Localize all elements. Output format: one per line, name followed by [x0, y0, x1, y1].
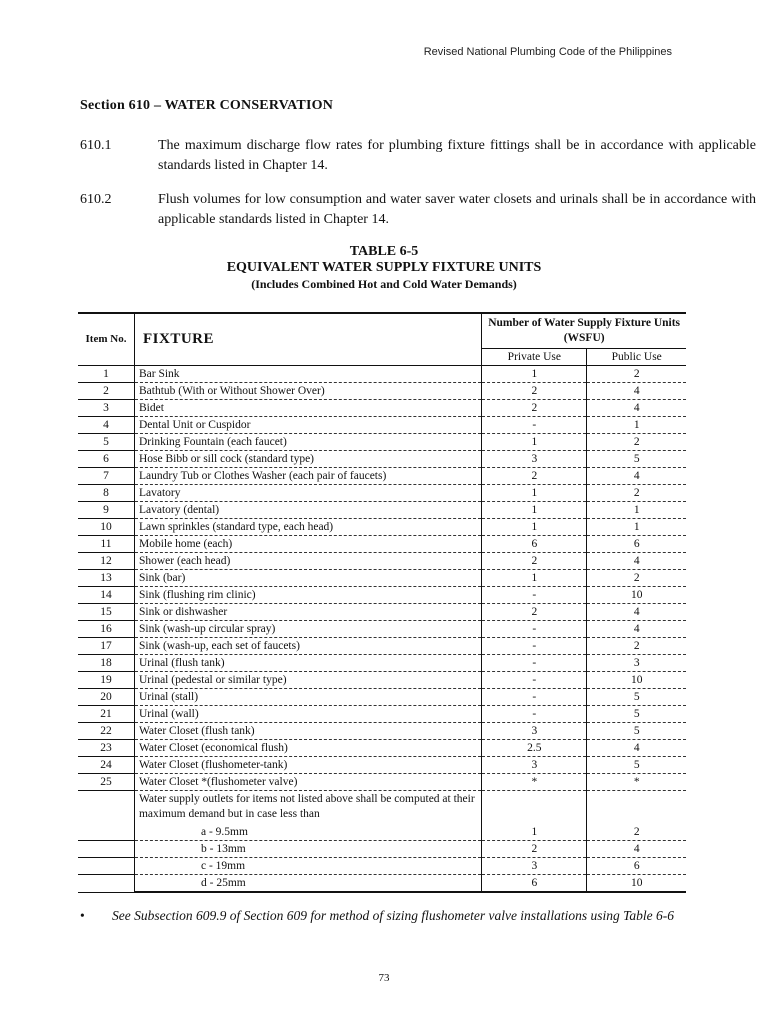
- item-number: 23: [78, 740, 134, 757]
- pipe-size: a - 9.5mm: [134, 824, 481, 841]
- item-number: 16: [78, 621, 134, 638]
- item-number-empty: [78, 841, 134, 858]
- private-use-value: 6: [482, 536, 587, 553]
- table-row: [78, 519, 686, 536]
- table-row: [78, 400, 686, 417]
- private-use-value: 1: [482, 570, 587, 587]
- table-row: [78, 638, 686, 655]
- item-number: 20: [78, 689, 134, 706]
- private-use-empty: [482, 791, 587, 825]
- private-use-value: 2.5: [482, 740, 587, 757]
- private-use-value: -: [482, 587, 587, 604]
- clause-number: 610.2: [80, 192, 112, 207]
- table-row: [78, 587, 686, 604]
- size-row: [78, 875, 686, 893]
- item-number: 21: [78, 706, 134, 723]
- table-heading: [0, 244, 768, 292]
- fixture-name: Shower (each head): [134, 553, 481, 570]
- public-use-value: 2: [587, 434, 686, 451]
- private-use-value: 1: [482, 502, 587, 519]
- public-use-value: 5: [587, 723, 686, 740]
- table-row: [78, 740, 686, 757]
- private-use-value: 1: [482, 434, 587, 451]
- fixture-name: Urinal (stall): [134, 689, 481, 706]
- fixture-name: Water Closet (flush tank): [134, 723, 481, 740]
- public-use-value: 10: [587, 672, 686, 689]
- header-public-use: Public Use: [587, 349, 686, 366]
- private-use-value: 6: [482, 875, 587, 893]
- public-use-value: 5: [587, 689, 686, 706]
- private-use-value: -: [482, 655, 587, 672]
- private-use-value: 3: [482, 757, 587, 774]
- private-use-value: -: [482, 706, 587, 723]
- table-row: [78, 757, 686, 774]
- table-row: [78, 723, 686, 740]
- fixture-name: Sink or dishwasher: [134, 604, 481, 621]
- size-row: [78, 824, 686, 841]
- fixture-name: Bar Sink: [134, 366, 481, 383]
- private-use-value: 2: [482, 468, 587, 485]
- pipe-size: c - 19mm: [134, 858, 481, 875]
- private-use-value: 1: [482, 485, 587, 502]
- private-use-value: 2: [482, 400, 587, 417]
- header-fixture: FIXTURE: [134, 313, 481, 366]
- fixture-name: Water Closet (flushometer-tank): [134, 757, 481, 774]
- table-row: [78, 689, 686, 706]
- table-row: [78, 366, 686, 383]
- item-number: 7: [78, 468, 134, 485]
- size-row: [78, 841, 686, 858]
- public-use-value: 4: [587, 841, 686, 858]
- item-number: 9: [78, 502, 134, 519]
- clause-text: Flush volumes for low consumption and water saver water closets and urinals shall be in accordance with applicable standards listed in Chapter 14.: [158, 192, 756, 227]
- item-number: 4: [78, 417, 134, 434]
- public-use-value: 2: [587, 638, 686, 655]
- table-note: (Includes Combined Hot and Cold Water Demands): [251, 277, 517, 291]
- item-number: 18: [78, 655, 134, 672]
- public-use-value: 4: [587, 621, 686, 638]
- private-use-value: 1: [482, 824, 587, 841]
- private-use-value: -: [482, 638, 587, 655]
- pipe-size: b - 13mm: [134, 841, 481, 858]
- fixture-units-table: [78, 312, 686, 893]
- private-use-value: -: [482, 417, 587, 434]
- private-use-value: 2: [482, 383, 587, 400]
- header-item-no: Item No.: [78, 313, 134, 366]
- pipe-size: d - 25mm: [134, 875, 481, 893]
- item-number: 1: [78, 366, 134, 383]
- public-use-value: 2: [587, 824, 686, 841]
- public-use-value: 3: [587, 655, 686, 672]
- private-use-value: *: [482, 774, 587, 791]
- item-number: 13: [78, 570, 134, 587]
- private-use-value: 2: [482, 841, 587, 858]
- item-number: 15: [78, 604, 134, 621]
- fixture-name: Urinal (wall): [134, 706, 481, 723]
- private-use-value: -: [482, 621, 587, 638]
- public-use-value: 6: [587, 858, 686, 875]
- item-number-empty: [78, 875, 134, 893]
- running-header: Revised National Plumbing Code of the Philippines: [423, 46, 672, 58]
- item-number: 17: [78, 638, 134, 655]
- fixture-name: Water Closet (economical flush): [134, 740, 481, 757]
- public-use-value: 10: [587, 875, 686, 893]
- table-row: [78, 434, 686, 451]
- table-row: [78, 417, 686, 434]
- clause-number: 610.1: [80, 138, 112, 153]
- fixture-name: Sink (wash-up, each set of faucets): [134, 638, 481, 655]
- table-subtitle: EQUIVALENT WATER SUPPLY FIXTURE UNITS: [226, 260, 542, 275]
- public-use-value: 5: [587, 706, 686, 723]
- item-number: 12: [78, 553, 134, 570]
- table-row: [78, 502, 686, 519]
- public-use-value: 6: [587, 536, 686, 553]
- footnote-bullet: •: [80, 908, 85, 923]
- public-use-value: 4: [587, 604, 686, 621]
- private-use-value: 2: [482, 553, 587, 570]
- table-row: [78, 468, 686, 485]
- item-number: 24: [78, 757, 134, 774]
- private-use-value: 2: [482, 604, 587, 621]
- public-use-value: 1: [587, 502, 686, 519]
- table-row: [78, 706, 686, 723]
- table-row: [78, 774, 686, 791]
- fixture-name: Hose Bibb or sill cock (standard type): [134, 451, 481, 468]
- private-use-value: -: [482, 689, 587, 706]
- item-number-empty: [78, 824, 134, 841]
- private-use-value: 1: [482, 519, 587, 536]
- public-use-value: 4: [587, 740, 686, 757]
- footnote-text: See Subsection 609.9 of Section 609 for method of sizing flushometer valve installations using Table 6-6: [112, 908, 674, 923]
- table-row: [78, 570, 686, 587]
- size-row: [78, 858, 686, 875]
- private-use-value: 3: [482, 723, 587, 740]
- item-number: 14: [78, 587, 134, 604]
- public-use-value: 5: [587, 757, 686, 774]
- fixture-name: Dental Unit or Cuspidor: [134, 417, 481, 434]
- item-number: 6: [78, 451, 134, 468]
- public-use-empty: [587, 791, 686, 825]
- outlet-note-row: [78, 791, 686, 825]
- item-number-empty: [78, 791, 134, 825]
- outlet-note: Water supply outlets for items not listed above shall be computed at their maximum demand but in case less than: [134, 791, 481, 825]
- public-use-value: 5: [587, 451, 686, 468]
- fixture-name: Urinal (pedestal or similar type): [134, 672, 481, 689]
- public-use-value: 2: [587, 366, 686, 383]
- item-number: 3: [78, 400, 134, 417]
- public-use-value: 10: [587, 587, 686, 604]
- item-number: 5: [78, 434, 134, 451]
- public-use-value: 1: [587, 417, 686, 434]
- fixture-name: Lavatory: [134, 485, 481, 502]
- item-number: 10: [78, 519, 134, 536]
- table-row: [78, 655, 686, 672]
- item-number-empty: [78, 858, 134, 875]
- table-row: [78, 383, 686, 400]
- item-number: 22: [78, 723, 134, 740]
- item-number: 11: [78, 536, 134, 553]
- public-use-value: 4: [587, 468, 686, 485]
- table-row: [78, 536, 686, 553]
- private-use-value: 3: [482, 858, 587, 875]
- page-number: 73: [378, 972, 390, 984]
- fixture-name: Sink (bar): [134, 570, 481, 587]
- table-row: [78, 604, 686, 621]
- fixture-name: Bidet: [134, 400, 481, 417]
- public-use-value: 4: [587, 383, 686, 400]
- fixture-name: Urinal (flush tank): [134, 655, 481, 672]
- public-use-value: 4: [587, 553, 686, 570]
- header-private-use: Private Use: [482, 349, 587, 366]
- fixture-name: Lawn sprinkles (standard type, each head): [134, 519, 481, 536]
- section-title: Section 610 – WATER CONSERVATION: [80, 98, 334, 113]
- fixture-name: Sink (wash-up circular spray): [134, 621, 481, 638]
- private-use-value: 3: [482, 451, 587, 468]
- table-title: TABLE 6-5: [349, 244, 419, 259]
- table-row: [78, 451, 686, 468]
- fixture-name: Laundry Tub or Clothes Washer (each pair of faucets): [134, 468, 481, 485]
- public-use-value: 4: [587, 400, 686, 417]
- fixture-name: Drinking Fountain (each faucet): [134, 434, 481, 451]
- fixture-name: Water Closet *(flushometer valve): [134, 774, 481, 791]
- public-use-value: 2: [587, 485, 686, 502]
- private-use-value: 1: [482, 366, 587, 383]
- table-row: [78, 672, 686, 689]
- header-wsfu-group: Number of Water Supply Fixture Units (WSFU): [482, 313, 686, 349]
- item-number: 19: [78, 672, 134, 689]
- public-use-value: 1: [587, 519, 686, 536]
- table-row: [78, 553, 686, 570]
- fixture-name: Bathtub (With or Without Shower Over): [134, 383, 481, 400]
- public-use-value: *: [587, 774, 686, 791]
- item-number: 8: [78, 485, 134, 502]
- clause-text: The maximum discharge flow rates for plumbing fixture fittings shall be in accordance with applicable standards listed in Chapter 14.: [158, 138, 756, 173]
- fixture-name: Mobile home (each): [134, 536, 481, 553]
- public-use-value: 2: [587, 570, 686, 587]
- fixture-name: Lavatory (dental): [134, 502, 481, 519]
- item-number: 2: [78, 383, 134, 400]
- fixture-name: Sink (flushing rim clinic): [134, 587, 481, 604]
- item-number: 25: [78, 774, 134, 791]
- table-row: [78, 621, 686, 638]
- private-use-value: -: [482, 672, 587, 689]
- table-row: [78, 485, 686, 502]
